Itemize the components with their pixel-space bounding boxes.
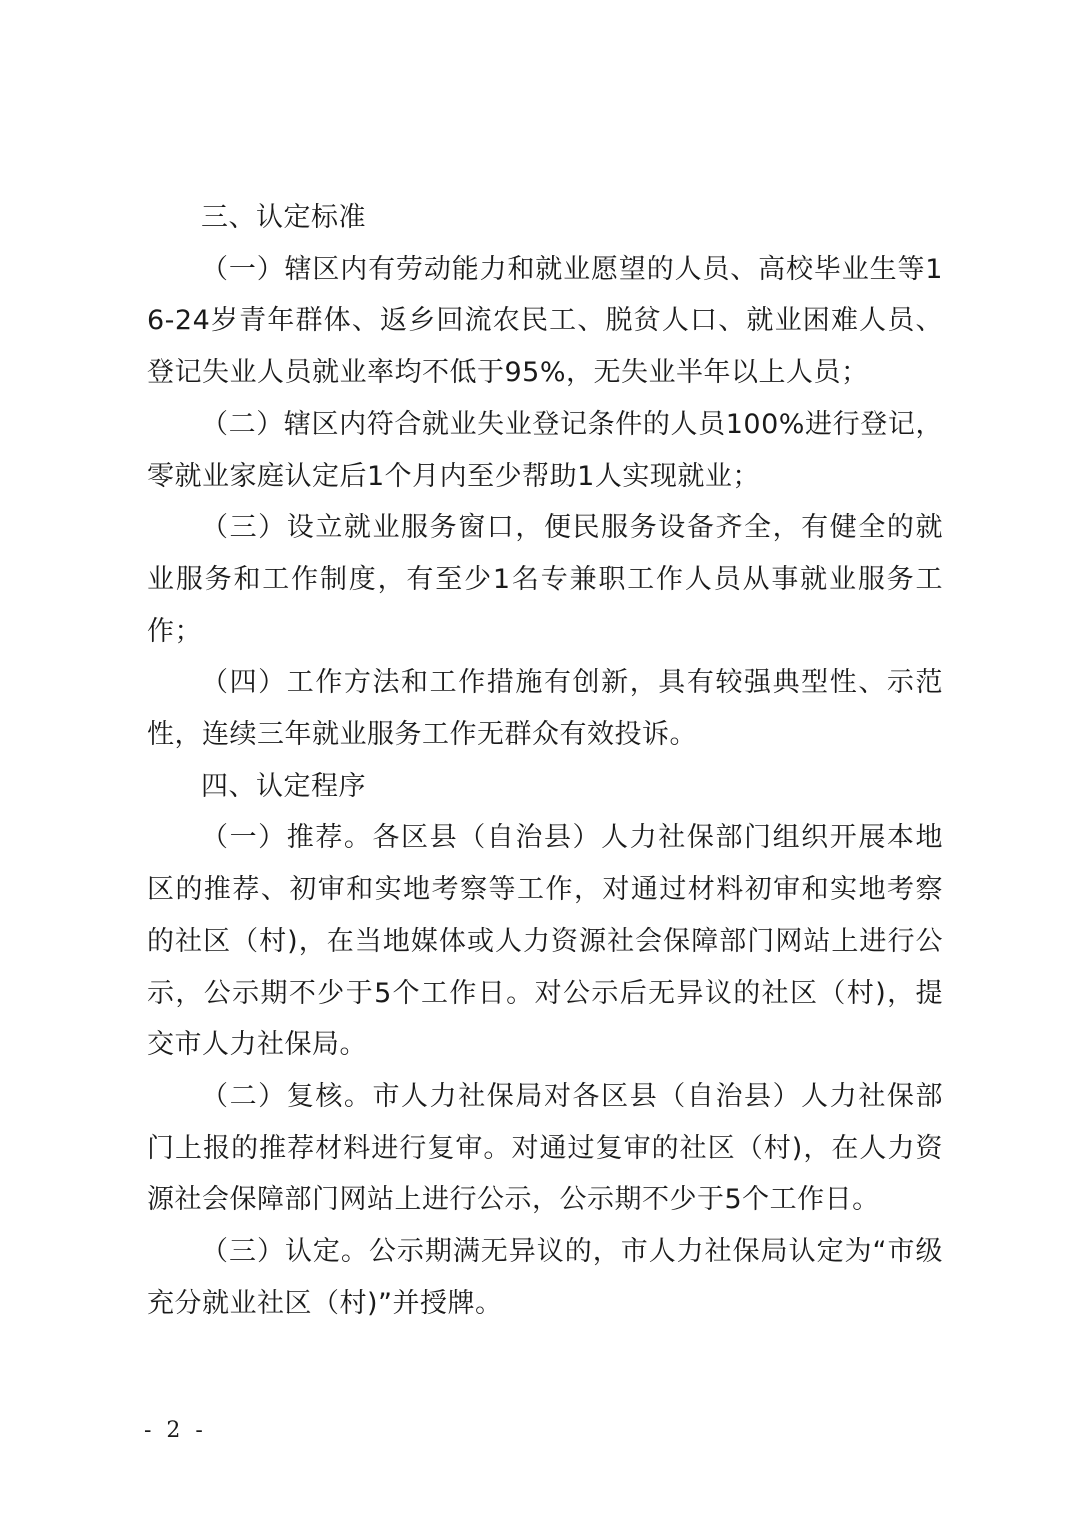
paragraph-standard-4: （四）工作方法和工作措施有创新，具有较强典型性、示范性，连续三年就业服务工作无群众有效投诉。 xyxy=(147,667,943,751)
section-heading-procedure: 四、认定程序 xyxy=(201,770,366,802)
document-body xyxy=(147,192,943,1329)
paragraph-standard-3: （三）设立就业服务窗口，便民服务设备齐全，有健全的就业服务和工作制度，有至少1名专兼职工作人员从事就业服务工作； xyxy=(147,512,943,647)
paragraph-procedure-2: （二）复核。市人力社保局对各区县（自治县）人力社保部门上报的推荐材料进行复审。对通过复审的社区（村)，在人力资源社会保障部门网站上进行公示，公示期不少于5个工作日。 xyxy=(147,1080,943,1216)
paragraph-procedure-3: （三）认定。公示期满无异议的，市人力社保局认定为“市级充分就业社区（村)”并授牌。 xyxy=(147,1236,943,1319)
paragraph-standard-2: （二）辖区内符合就业失业登记条件的人员100%进行登记，零就业家庭认定后1个月内至少帮助1人实现就业； xyxy=(147,408,943,492)
paragraph-procedure-1: （一）推荐。各区县（自治县）人力社保部门组织开展本地区的推荐、初审和实地考察等工作，对通过材料初审和实地考察的社区（村)，在当地媒体或人力资源社会保障部门网站上进行公示，公示期不少于5个工作日。对公示后无异议的社区（村)，提交市人力社保局。 xyxy=(147,822,943,1061)
page-number: - 2 - xyxy=(144,1418,207,1443)
section-heading-standards: 三、认定标准 xyxy=(201,202,366,233)
paragraph-standard-1: （一）辖区内有劳动能力和就业愿望的人员、高校毕业生等16-24岁青年群体、返乡回流农民工、脱贫人口、就业困难人员、登记失业人员就业率均不低于95%，无失业半年以上人员； xyxy=(147,253,943,389)
